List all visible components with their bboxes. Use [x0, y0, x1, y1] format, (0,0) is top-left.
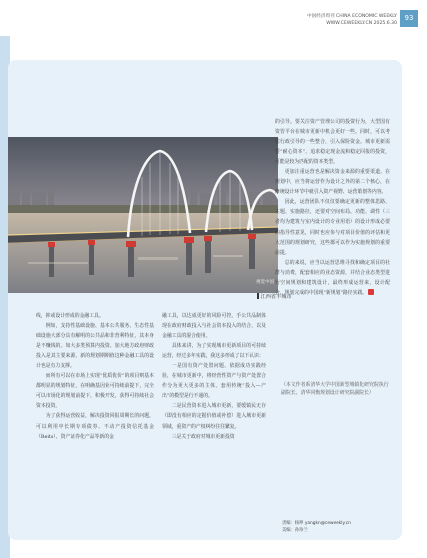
- editor-credits: [282, 521, 351, 535]
- paragraph: 的引导。要关注资产管理公司的投资行为，大型国有资管平台在城市更新中机会更好一些。同时，可以考虑行政引导的一些整合，引入保险资金。城市更新需要“耐心资本”，追求稳定现金流和稳定回报的投资，可能是较为匹配的资本类型。: [275, 119, 390, 166]
- paragraph: 融工具，以达成更好的风险可控。手公共品制体现在政府财政投入与社会资本投入的结合，以及金融工具的混合使用。: [162, 313, 266, 340]
- caption-text: 江西省丰城市: [260, 294, 292, 300]
- paragraph: 三是关于政府对城市更新投资: [171, 433, 235, 440]
- article-column-3: [275, 117, 390, 298]
- paragraph: 一是国有资产处置问题。依据成功实践经验，在城市更新中，将经营性资产与资产处置合作分为更大更多的主体，套用传统“投入—产出”的模型是行不通的。: [162, 363, 266, 400]
- photo-credit: 视觉中国: [256, 280, 274, 285]
- paragraph: 具体来讲，为了实现城市更新项目的可持续运营，经过多年实践，我这多形成了以下认识：: [162, 343, 266, 360]
- paragraph: 二是民营资本进入城市更新，要缓镇民无存（即没有相应的定据价值或补偿）进入城市更新领域，重资产的产权纠纷往往繁复。: [162, 403, 266, 430]
- end-mark-icon: [368, 289, 374, 295]
- website-issue: WWW.CEWEEKLY.CN 2025.6.30: [326, 21, 397, 26]
- page-header: [307, 13, 397, 27]
- city-photo: [8, 137, 278, 293]
- paragraph: 更加注重运营也是解决资金来源的重要渠道。在规划中，应当将运营作为设计之外的第二个核心，在修统设计环节中就引入资产视野、运营策划等内容。: [275, 169, 390, 196]
- page-number: 93: [400, 10, 418, 27]
- article-column-1: [36, 311, 154, 442]
- final-paragraph-text: 总的来说，应当以运营思维寻找和确定项目的社群与消费，配套相应的业态资源，并结合业态类型进行空间规划和建筑设计，最终形成运营来，设计配合、规划完成的中国现“新规划”路径实践。: [275, 259, 390, 296]
- paragraph: 线，抑或设计形成的金融工具。: [36, 313, 104, 319]
- paragraph: 因此，运营团队不仅仅要确定更新的整体思路、主题、实施路径，还要对空间布局、功能、调性（三者均为建筑与室内设计的专业用语）的设计形成必要的指导性意见，同时也应参与对项目价值的评估和更大范围的规划研究，这些都可以作为实施规划的重要前提。: [275, 199, 390, 256]
- article-column-2: [162, 311, 266, 442]
- paragraph-final: [275, 258, 390, 298]
- magazine-name: 中国经济周刊 CHINA ECONOMIC WEEKLY: [307, 14, 397, 19]
- paragraph: 例如，支持性基础设施、基本公共服务、生态性基础设施大部分具有解明的公共品和非营利特征，其本身是不赚钱的。如大多类预算内投资、加大地方政府财政投入是其主要来源，新的规划期期值这种金融工具的设计也是有力支撑。: [36, 323, 154, 370]
- author-note: （本文作者系清华大学中国新型城镇化研究院执行副院长、清华同衡规划设计研究院副院长）: [281, 382, 389, 397]
- paragraph: 为了获得运营收益，解决投资回报周期长的问题，可以利用中长期专项债券、不动产投资信托基金（Reits）、资产证券化产品等新的金: [36, 413, 154, 440]
- bridge-illustration: [8, 137, 278, 293]
- paragraph: 而所有可以在市场上实现“优质优价”的项目则基本都明显的规划特征，在明确基因业可持续前提下，完全可以市场化的规划前提下，积极开发，获得可持续社会资本投资。: [36, 373, 154, 410]
- designer-line: 美编：孙珍兰: [282, 527, 308, 533]
- caption-bar: [257, 293, 259, 299]
- editor-line: 责编：杨坤 yangkn@ceweekly.cn: [282, 521, 351, 526]
